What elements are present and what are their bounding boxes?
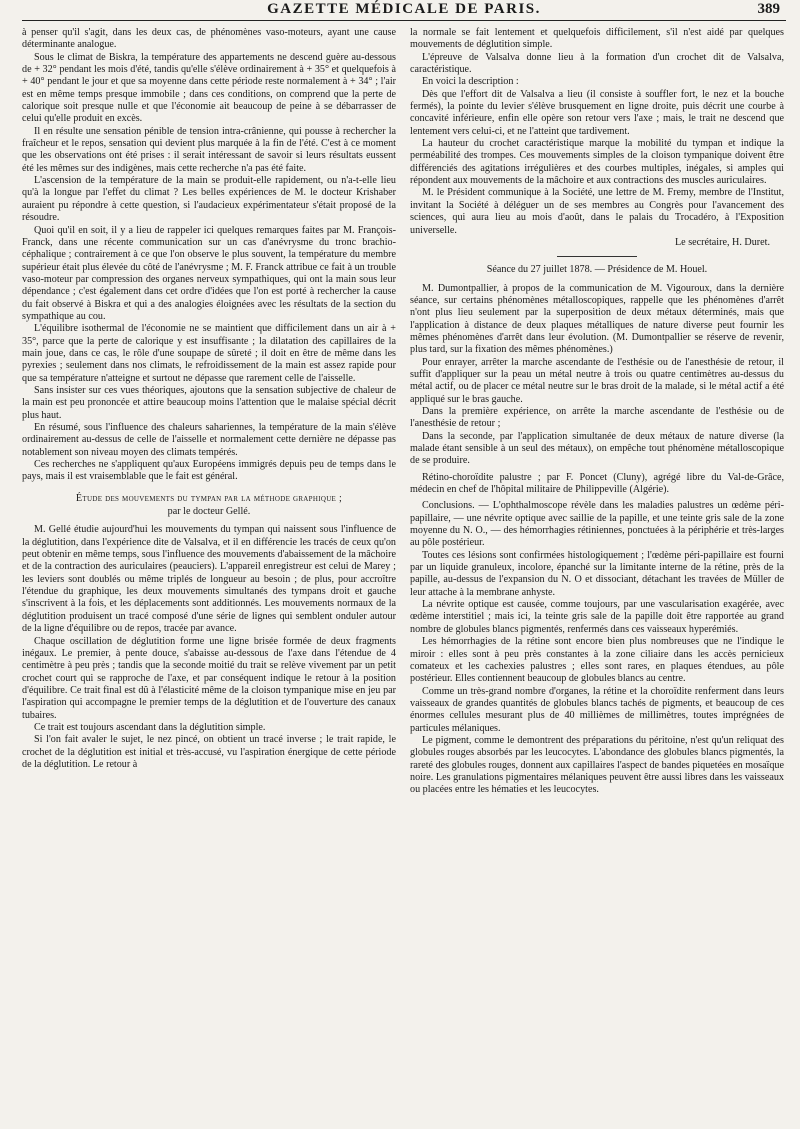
paragraph: Rétino-choroïdite palustre ; par F. Poncet (Cluny), agrégé libre du Val-de-Grâce, médecin en chef de l'hôpital militaire de Philippeville (Algérie). <box>410 471 784 496</box>
paragraph: La hauteur du crochet caractéristique marque la mobilité du tympan et indique la perméabilité des trompes. Ces mouvements simples de la cloison tympanique doivent être différenciés des agitations irrégulières et des courbes multiples, inégales, si amples qui répondent aux mouvements de la mâchoire et aux contractions des muscles auriculaires. <box>410 138 784 187</box>
paragraph: L'épreuve de Valsalva donne lieu à la formation d'un crochet dit de Valsalva, caractéristique. <box>410 51 784 76</box>
paragraph: En voici la description : <box>422 76 519 88</box>
paragraph: Ces recherches ne s'appliquent qu'aux Européens immigrés depuis peu de temps dans le pays, mais il est vraisemblable que le fait est général. <box>22 459 396 483</box>
paragraph: Conclusions. — L'ophthalmoscope révèle dans les maladies palustres un œdème péri-papillaire, — une névrite optique avec saillie de la papille, et une teinte gris sale de la zone moyenne du N. O., — des hémorrhagies rétiniennes, ponctuées à la périphérie et très-larges au pôle postérieur. <box>410 500 784 549</box>
section-author: par le docteur Gellé. <box>167 506 251 518</box>
paragraph: Dans la première expérience, on arrête la marche ascendante de l'esthésie ou de l'anesthésie de retour ; <box>410 405 784 430</box>
paragraph: M. le Président communique à la Société, une lettre de M. Fremy, membre de l'Institut, invitant la Société à déléguer un de ses membres au Congrès pour l'avancement des sciences, qui aura lieu au mois d'août, dans le palais du Trocadéro, à l'Exposition universelle. <box>410 187 784 236</box>
paragraph: Il en résulte une sensation pénible de tension intra-crânienne, qui pousse à rechercher la fraîcheur et le repos, sensation qui devient plus marquée à la fin de l'été. C'est à ce moment que les observations ont été prises : il serait intéressant de savoir si leurs résultats eussent été les mêmes sur des indigènes, mais cette recherche n'a pas été faite. <box>22 125 396 174</box>
paragraph: M. Dumontpallier, à propos de la communication de M. Vigouroux, dans la dernière séance, sur certains phénomènes métalloscopiques, rappelle que les phénomènes d'arrêt n'ont plus lieu seulement par la superposition de deux métaux déterminés, mais que l'application à distance de deux plaques métalliques de nature diverse peut fournir les mêmes phénomènes d'arrêt dans leur évolution. (M. Dumontpallier se réserve de revenir, plus tard, sur la fixation des mêmes phénomènes.) <box>410 282 784 356</box>
secretary-signature: Le secrétaire, H. Duret. <box>674 236 770 248</box>
paragraph: Quoi qu'il en soit, il y a lieu de rappeler ici quelques remarques faites par M. François-Franck, dans une récente communication sur un cas d'anévrysme du tronc brachio-céphalique ; contrairement à ce que l'on observe le plus souvent, la température du membre supérieur était plus élevée du côté de l'anévrysme ; M. F. Franck attribue ce fait à un trouble vaso-moteur par compression des organes nerveux sympathiques, qui ont la main sous leur dépendance ; c'est également dans cet ordre d'idées que l'on est porté à rechercher la cause du fait observé à Biskra et qui a des analogies éloignées avec les résultats de la section du sympathique au cou. <box>22 224 396 322</box>
page-number: 389 <box>757 1 780 17</box>
paragraph: Ce trait est toujours ascendant dans la déglutition simple. <box>34 721 266 733</box>
paragraph: la normale se fait lentement et quelquefois difficilement, s'il n'est aidé par quelques mouvements de déglutition simple. <box>410 27 784 51</box>
paragraph: Les hémorrhagies de la rétine sont encore bien plus nombreuses que ne l'indique le miroir : elles sont à peu près constantes à la zone ciliaire dans les accès pernicieux comateux et les cachexies palustres ; elles sont rares, en plaques étendues, au pôle postérieur. Elles contiennent beaucoup de globules blancs au centre. <box>410 636 784 685</box>
paragraph: Si l'on fait avaler le sujet, le nez pincé, on obtient un tracé inverse ; le trait rapide, le crochet de la déglutition est initial et très-accusé, vu l'aspiration énergique de cette période de la déglutition. Le retour à <box>22 734 396 770</box>
paragraph: Comme un très-grand nombre d'organes, la rétine et la choroïdite renferment dans leurs vaisseaux de grandes quantités de globules blancs tachés de pigments, et beaucoup de ces énormes cellules mesurant plus de 40 millièmes de millimètres, toutes imprégnées de particules mélaniques. <box>410 685 784 734</box>
paragraph: Chaque oscillation de déglutition forme une ligne brisée formée de deux fragments inégaux. Le premier, à pente douce, s'abaisse au-dessous de l'axe dans l'étendue de 4 centimètre à peu près ; tandis que la seconde moitié du trait se relève vivement par un petit crochet court qui se rapproche de l'axe, et par conséquent indique le retour à la position d'équilibre. Ce trait final est dû à l'élasticité même de la cloison tympanique mise en jeu par l'aspiration qui accompagne le premier temps de la déglutition et de l'ouverture des canaux tubaires. <box>22 635 396 721</box>
paragraph: M. Gellé étudie aujourd'hui les mouvements du tympan qui naissent sous l'influence de la déglutition, dans l'expérience dite de Valsalva, et il en différencie les tracés de ceux qu'on peut obtenir en même temps, sous l'influence des mouvements d'abaissement de la mâchoire et de la contraction des auriculaires (peauciers). L'appareil enregistreur est celui de Marey ; les leviers sont doublés ou même triplés de longueur au besoin ; de plus, pour accroître l'étendue du graphique, les deux mouvements simultanés des tympans droit et gauche s'inscrivent à la fois, et les déplacements sont additionnés. Les mouvements normaux de la déglutition produisent un tracé composé d'une série de lignes qui semblent onduler autour de la ligne d'équilibre ou de repos, tracée par avance. <box>22 524 396 635</box>
paragraph: Toutes ces lésions sont confirmées histologiquement ; l'œdème péri-papillaire est fourni par un liquide granuleux, incolore, épanché sur la limitante interne de la rétine, près de la papille, au-dessus de l'expansion du N. O et dissociant, détachant les travées de Müller de leur attache à la membrane anhyste. <box>410 549 784 598</box>
section-divider <box>557 256 637 257</box>
paragraph: Dans la seconde, par l'application simultanée de deux métaux de nature diverse (la malade étant sensible à un seul des métaux), on empêche tout phénomène métalloscopique de se produire. <box>410 430 784 467</box>
two-column-body <box>22 27 786 797</box>
paragraph: à penser qu'il s'agit, dans les deux cas, de phénomènes vaso-moteurs, ayant une cause déterminante analogue. <box>22 27 396 51</box>
paragraph: Dès que l'effort dit de Valsalva a lieu (il consiste à souffler fort, le nez et la bouche fermés), la pointe du levier s'élève brusquement en ligne droite, puis décrit une courbe à concavité inférieure, enfin elle opère son retour vers l'axe ; mais, le trait ne descend que lentement vers celui-ci, et ne l'atteint que tardivement. <box>410 88 784 137</box>
paragraph: Le pigment, comme le demontrent des préparations du péritoine, n'est qu'un reliquat des globules rouges absorbés par les leucocytes. L'abondance des globules blancs pigmentés, la rareté des globules rouges, donnent aux capillaires l'aspect de bandes piquetées en mosaïque noire. Les granulations pigmentaires mélaniques peuvent être aussi libres dans les vaisseaux ou placées entre les hématies et les leucocytes. <box>410 734 784 796</box>
paragraph: L'ascension de la température de la main se produit-elle rapidement, ou n'a-t-elle lieu qu'à la longue par l'effet du climat ? Les belles expériences de M. le docteur Krishaber auraient pu répondre à cette question, si l'audacieux expérimentateur s'était proposé de la résoudre. <box>22 175 396 224</box>
left-column <box>22 27 396 797</box>
paragraph: La névrite optique est causée, comme toujours, par une vascularisation exagérée, avec œdème interstitiel ; mais ici, la teinte gris sale de la papille doit être rapportée au grand nombre de globules blancs pigmentés, renfermés dans ces vaisseaux hyperémiés. <box>410 599 784 635</box>
section-title: Étude des mouvements du tympan par la méthode graphique ; <box>75 492 343 504</box>
right-column <box>410 27 784 797</box>
paragraph: Pour enrayer, arrêter la marche ascendante de l'esthésie ou de l'anesthésie de retour, il suffit d'appliquer sur la peau un métal neutre à trois ou quatre centimètres au-dessus du métal actif, ou de placer ce métal neutre sur le bras droit de la malade, si le métal actif a été appliqué sur le bras gauche. <box>410 356 784 405</box>
journal-title: GAZETTE MÉDICALE DE PARIS. <box>267 1 541 17</box>
paragraph: L'équilibre isothermal de l'économie ne se maintient que difficilement dans un air à + 35°, parce que la perte de calorique y est insuffisante ; la dilatation des capillaires de la main joue, dans ce cas, le rôle d'une soupape de sûreté ; il doit en être de même dans les pyrexies ; seulement dans nos climats, le refroidissement de la main est assez rapide pour que sa température n'atteigne et surtout ne dépasse que rarement celle de l'aisselle. <box>22 323 396 384</box>
paragraph: En résumé, sous l'influence des chaleurs sahariennes, la température de la main s'élève ordinairement au-dessus de celle de l'aisselle et normalement cette dernière ne dépasse pas notablement son niveau moyen des climats tempérés. <box>22 422 396 458</box>
session-title: Séance du 27 juillet 1878. — Présidence de M. Houel. <box>486 264 708 276</box>
paragraph: Sous le climat de Biskra, la température des appartements ne descend guère au-dessous de + 32° pendant les mois d'été, tandis qu'elle s'élève ordinairement à + 35° et quelquefois à + 40° pendant le jour et que sa moyenne dans cette période reste normalement à + 34° ; l'air est en même temps presque immobile ; dans ces conditions, on comprend que la perte de calorique soit presque nulle et que l'économie ait beaucoup de peine à se débarrasser de celui qu'elle produit en excès. <box>22 51 396 125</box>
paragraph: Sans insister sur ces vues théoriques, ajoutons que la sensation subjective de chaleur de la main est peu prononcée et attire beaucoup moins l'attention que le malaise spécial décrit plus haut. <box>22 384 396 421</box>
page-header <box>22 0 786 21</box>
